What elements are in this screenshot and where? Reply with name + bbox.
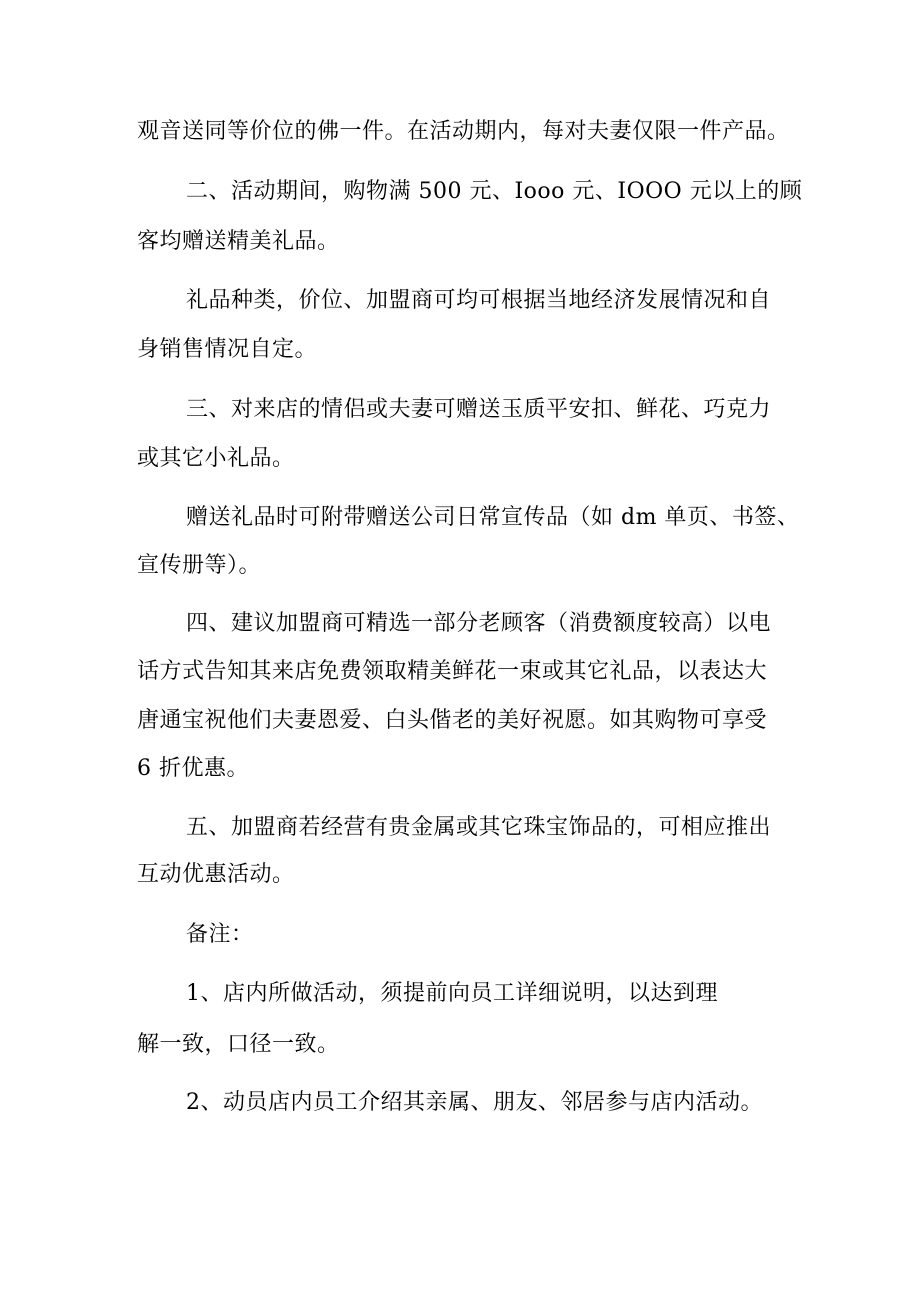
text-line: 四、建议加盟商可精选一部分老顾客（消费额度较高）以电 [186,611,772,636]
text-line: 或其它小礼品。 [137,446,295,471]
text-line: 备注： [186,922,254,947]
text-line: 解一致，口径一致。 [137,1032,340,1057]
text-line: 五、加盟商若经营有贵金属或其它珠宝饰品的，可相应推出 [186,815,772,840]
text-line: 赠送礼品时可附带赠送公司日常宣传品（如 dm 单页、书签、 [186,505,800,530]
text-line: 身销售情况自定。 [137,337,318,362]
text-line: 唐通宝祝他们夫妻恩爱、白头偕老的美好祝愿。如其购物可享受 [137,708,768,733]
text-line: 互动优惠活动。 [137,862,295,887]
text-line: 三、对来店的情侣或夫妻可赠送玉质平安扣、鲜花、巧克力 [186,397,772,422]
text-line: 客均赠送精美礼品。 [137,229,340,254]
text-line: 6 折优惠。 [137,756,249,781]
text-line: 2、动员店内员工介绍其亲属、朋友、邻居参与店内活动。 [186,1090,763,1115]
text-line: 宣传册等）。 [137,553,262,578]
text-line: 1、店内所做活动，须提前向员工详细说明，以达到理 [186,981,718,1006]
text-line: 话方式告知其来店免费领取精美鲜花一束或其它礼品，以表达大 [137,659,768,684]
text-line: 二、活动期间，购物满 500 元、Iooo 元、IOOO 元以上的顾 [186,179,803,204]
text-line: 观音送同等价位的佛一件。在活动期内，每对夫妻仅限一件产品。 [137,119,790,144]
text-line: 礼品种类，价位、加盟商可均可根据当地经济发展情况和自 [186,288,772,313]
